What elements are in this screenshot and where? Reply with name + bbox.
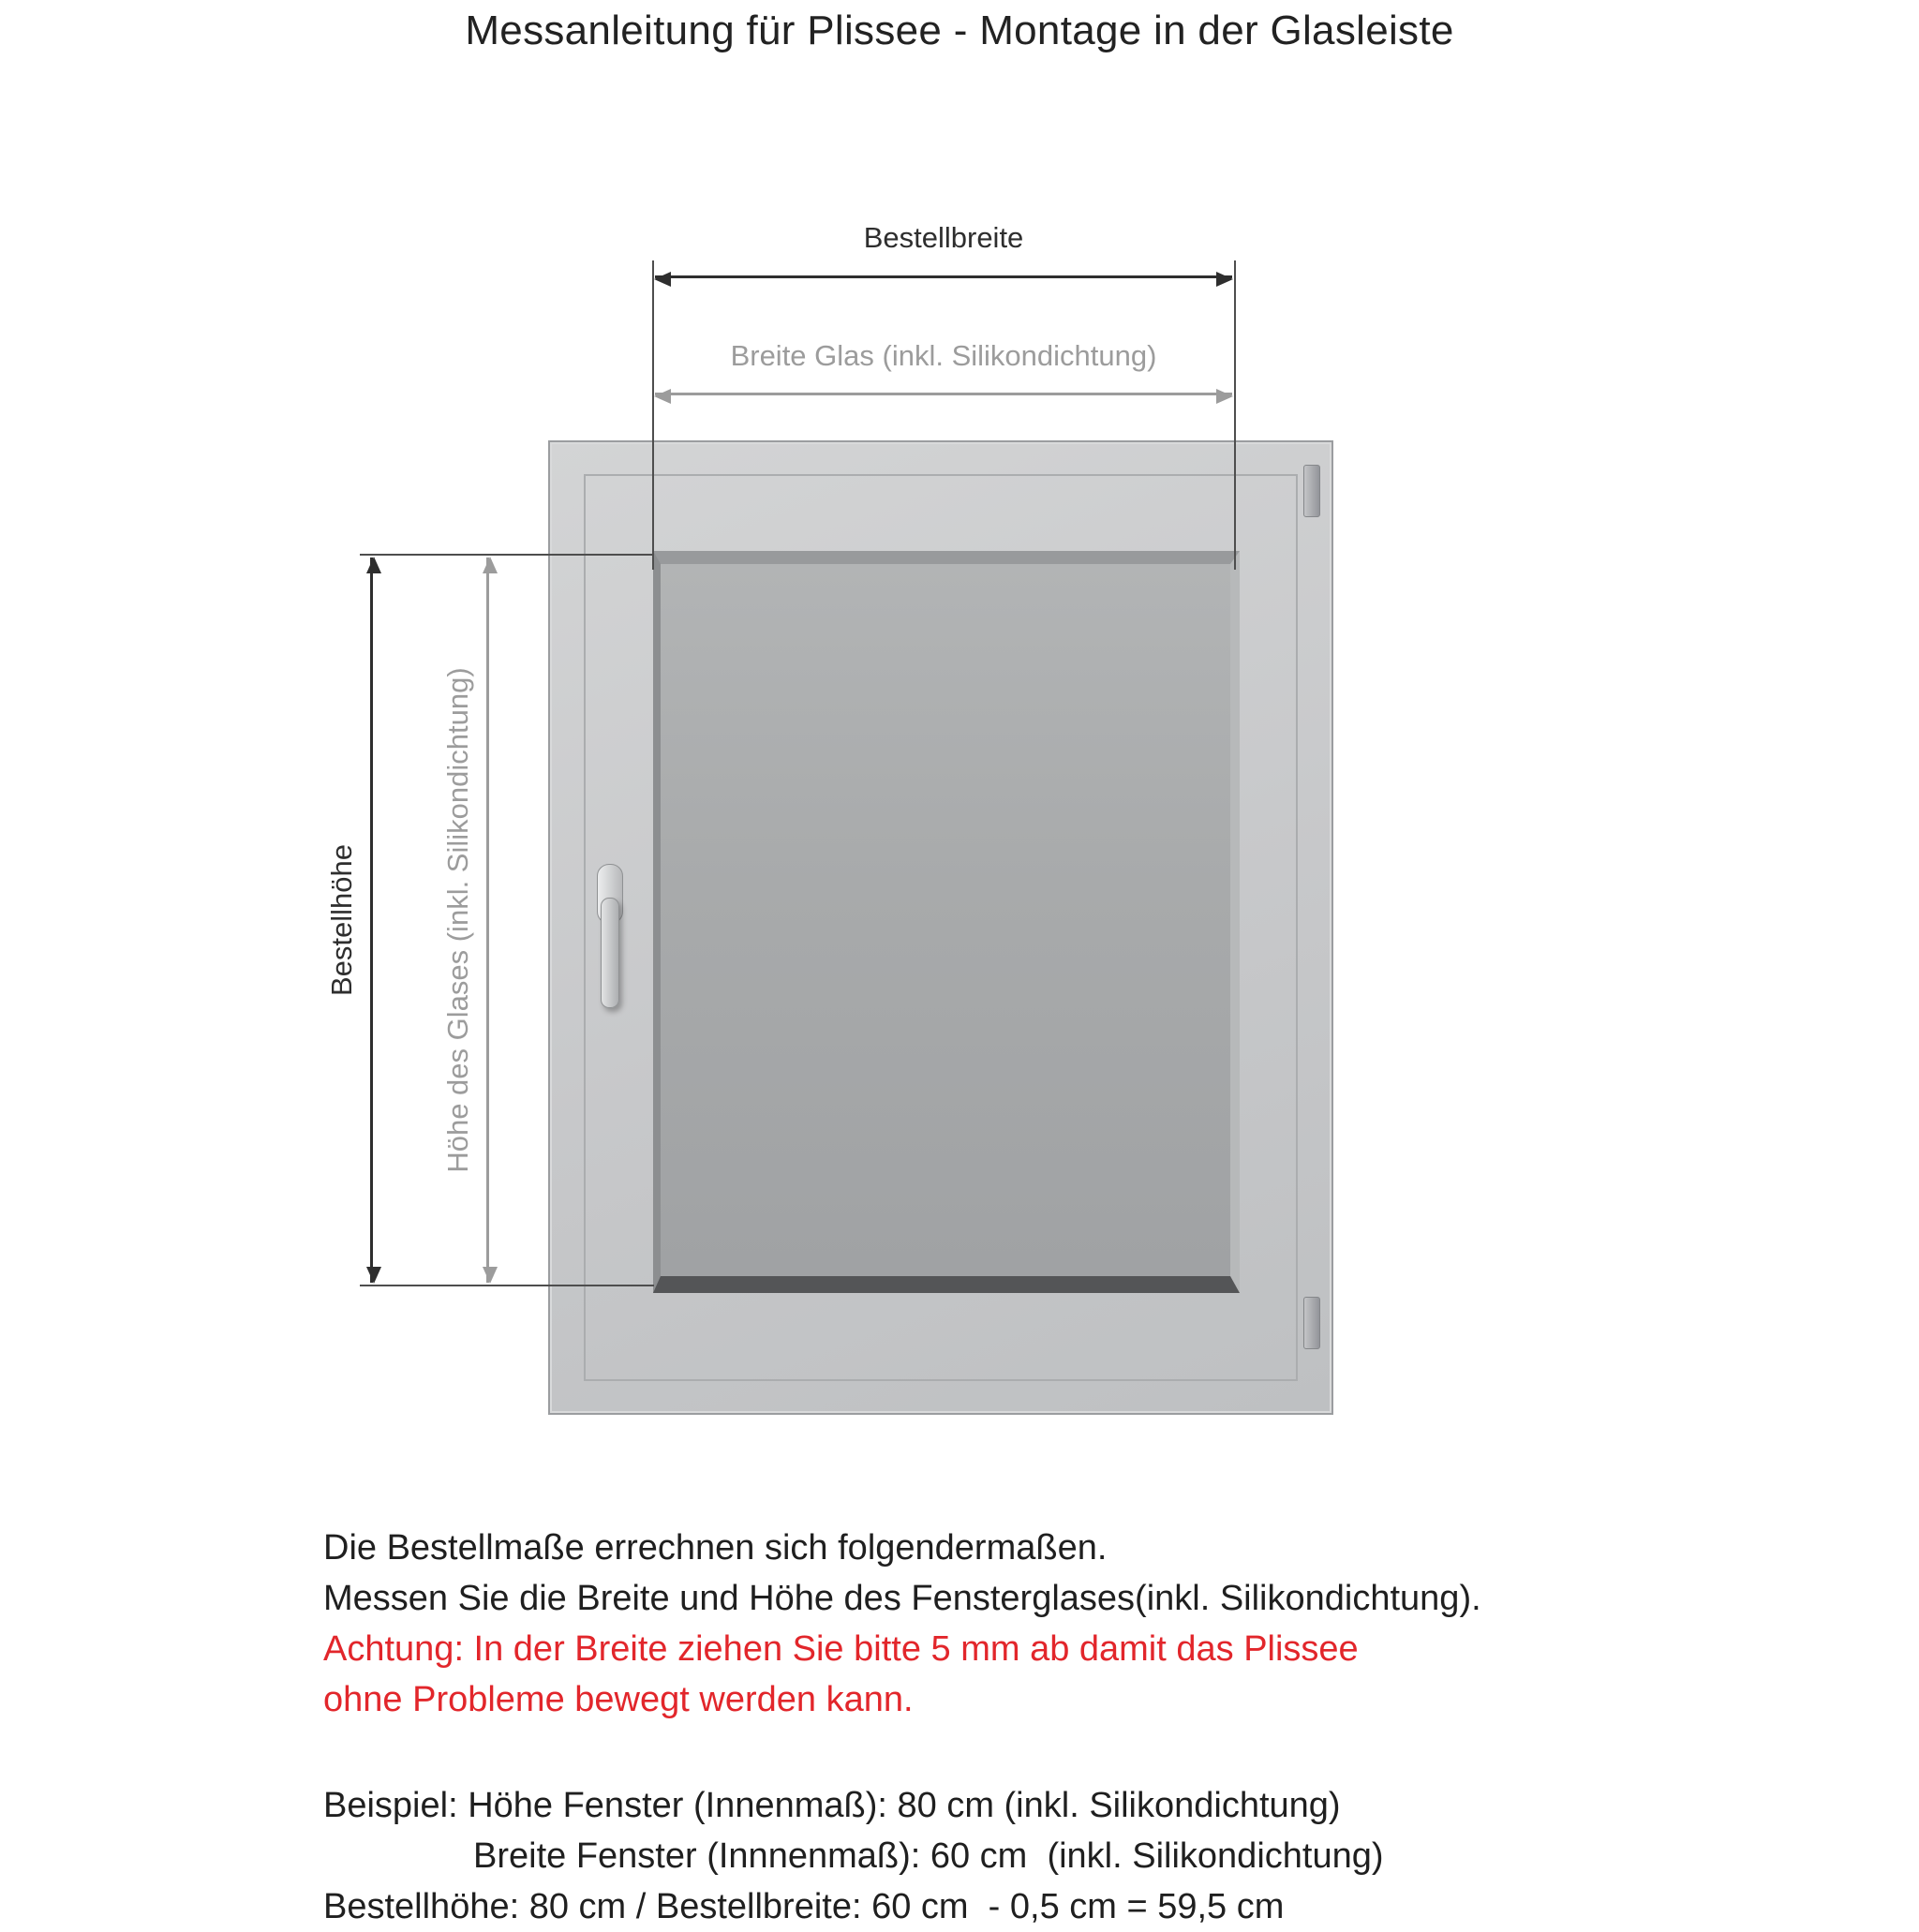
label-glass-width: Breite Glas (inkl. Silikondichtung) [730, 339, 1157, 372]
extension-line-bottom [360, 1285, 654, 1286]
example-line-1: Beispiel: Höhe Fenster (Innenmaß): 80 cm (inkl. Silikondichtung) [323, 1786, 1341, 1825]
label-glass-height: Höhe des Glases (inkl. Silikondichtung) [441, 667, 474, 1173]
label-order-width: Bestellbreite [863, 221, 1024, 254]
dim-arrow-order-height [370, 557, 373, 1283]
warning-line-2: ohne Probleme bewegt werden kann. [323, 1680, 914, 1719]
extension-line-left [652, 260, 654, 570]
example-line-3: Bestellhöhe: 80 cm / Bestellbreite: 60 cm - 0,5 cm = 59,5 cm [323, 1887, 1285, 1926]
window-handle [591, 864, 627, 1010]
window-glass [653, 551, 1240, 1293]
window-hinge-bottom [1303, 1297, 1320, 1349]
instruction-line-1: Die Bestellmaße errechnen sich folgendermaßen. [323, 1528, 1108, 1568]
extension-line-top [360, 554, 654, 556]
dim-arrow-order-width [655, 275, 1232, 278]
label-order-height: Bestellhöhe [325, 844, 358, 997]
window-hinge-top [1303, 465, 1320, 517]
example-line-2: Breite Fenster (Innnenmaß): 60 cm (inkl. Silikondichtung) [473, 1836, 1384, 1876]
window-frame [548, 440, 1333, 1415]
dim-arrow-glass-width [655, 393, 1232, 395]
page-title: Messanleitung für Plissee - Montage in der Glasleiste [465, 7, 1454, 53]
window-handle-grip [601, 898, 619, 1008]
instruction-line-2: Messen Sie die Breite und Höhe des Fensterglases(inkl. Silikondichtung). [323, 1579, 1481, 1618]
warning-line-1: Achtung: In der Breite ziehen Sie bitte 5 mm ab damit das Plissee [323, 1629, 1359, 1669]
instructions-text [323, 1523, 1481, 1932]
extension-line-right [1234, 260, 1236, 570]
dim-arrow-glass-height [486, 557, 489, 1283]
